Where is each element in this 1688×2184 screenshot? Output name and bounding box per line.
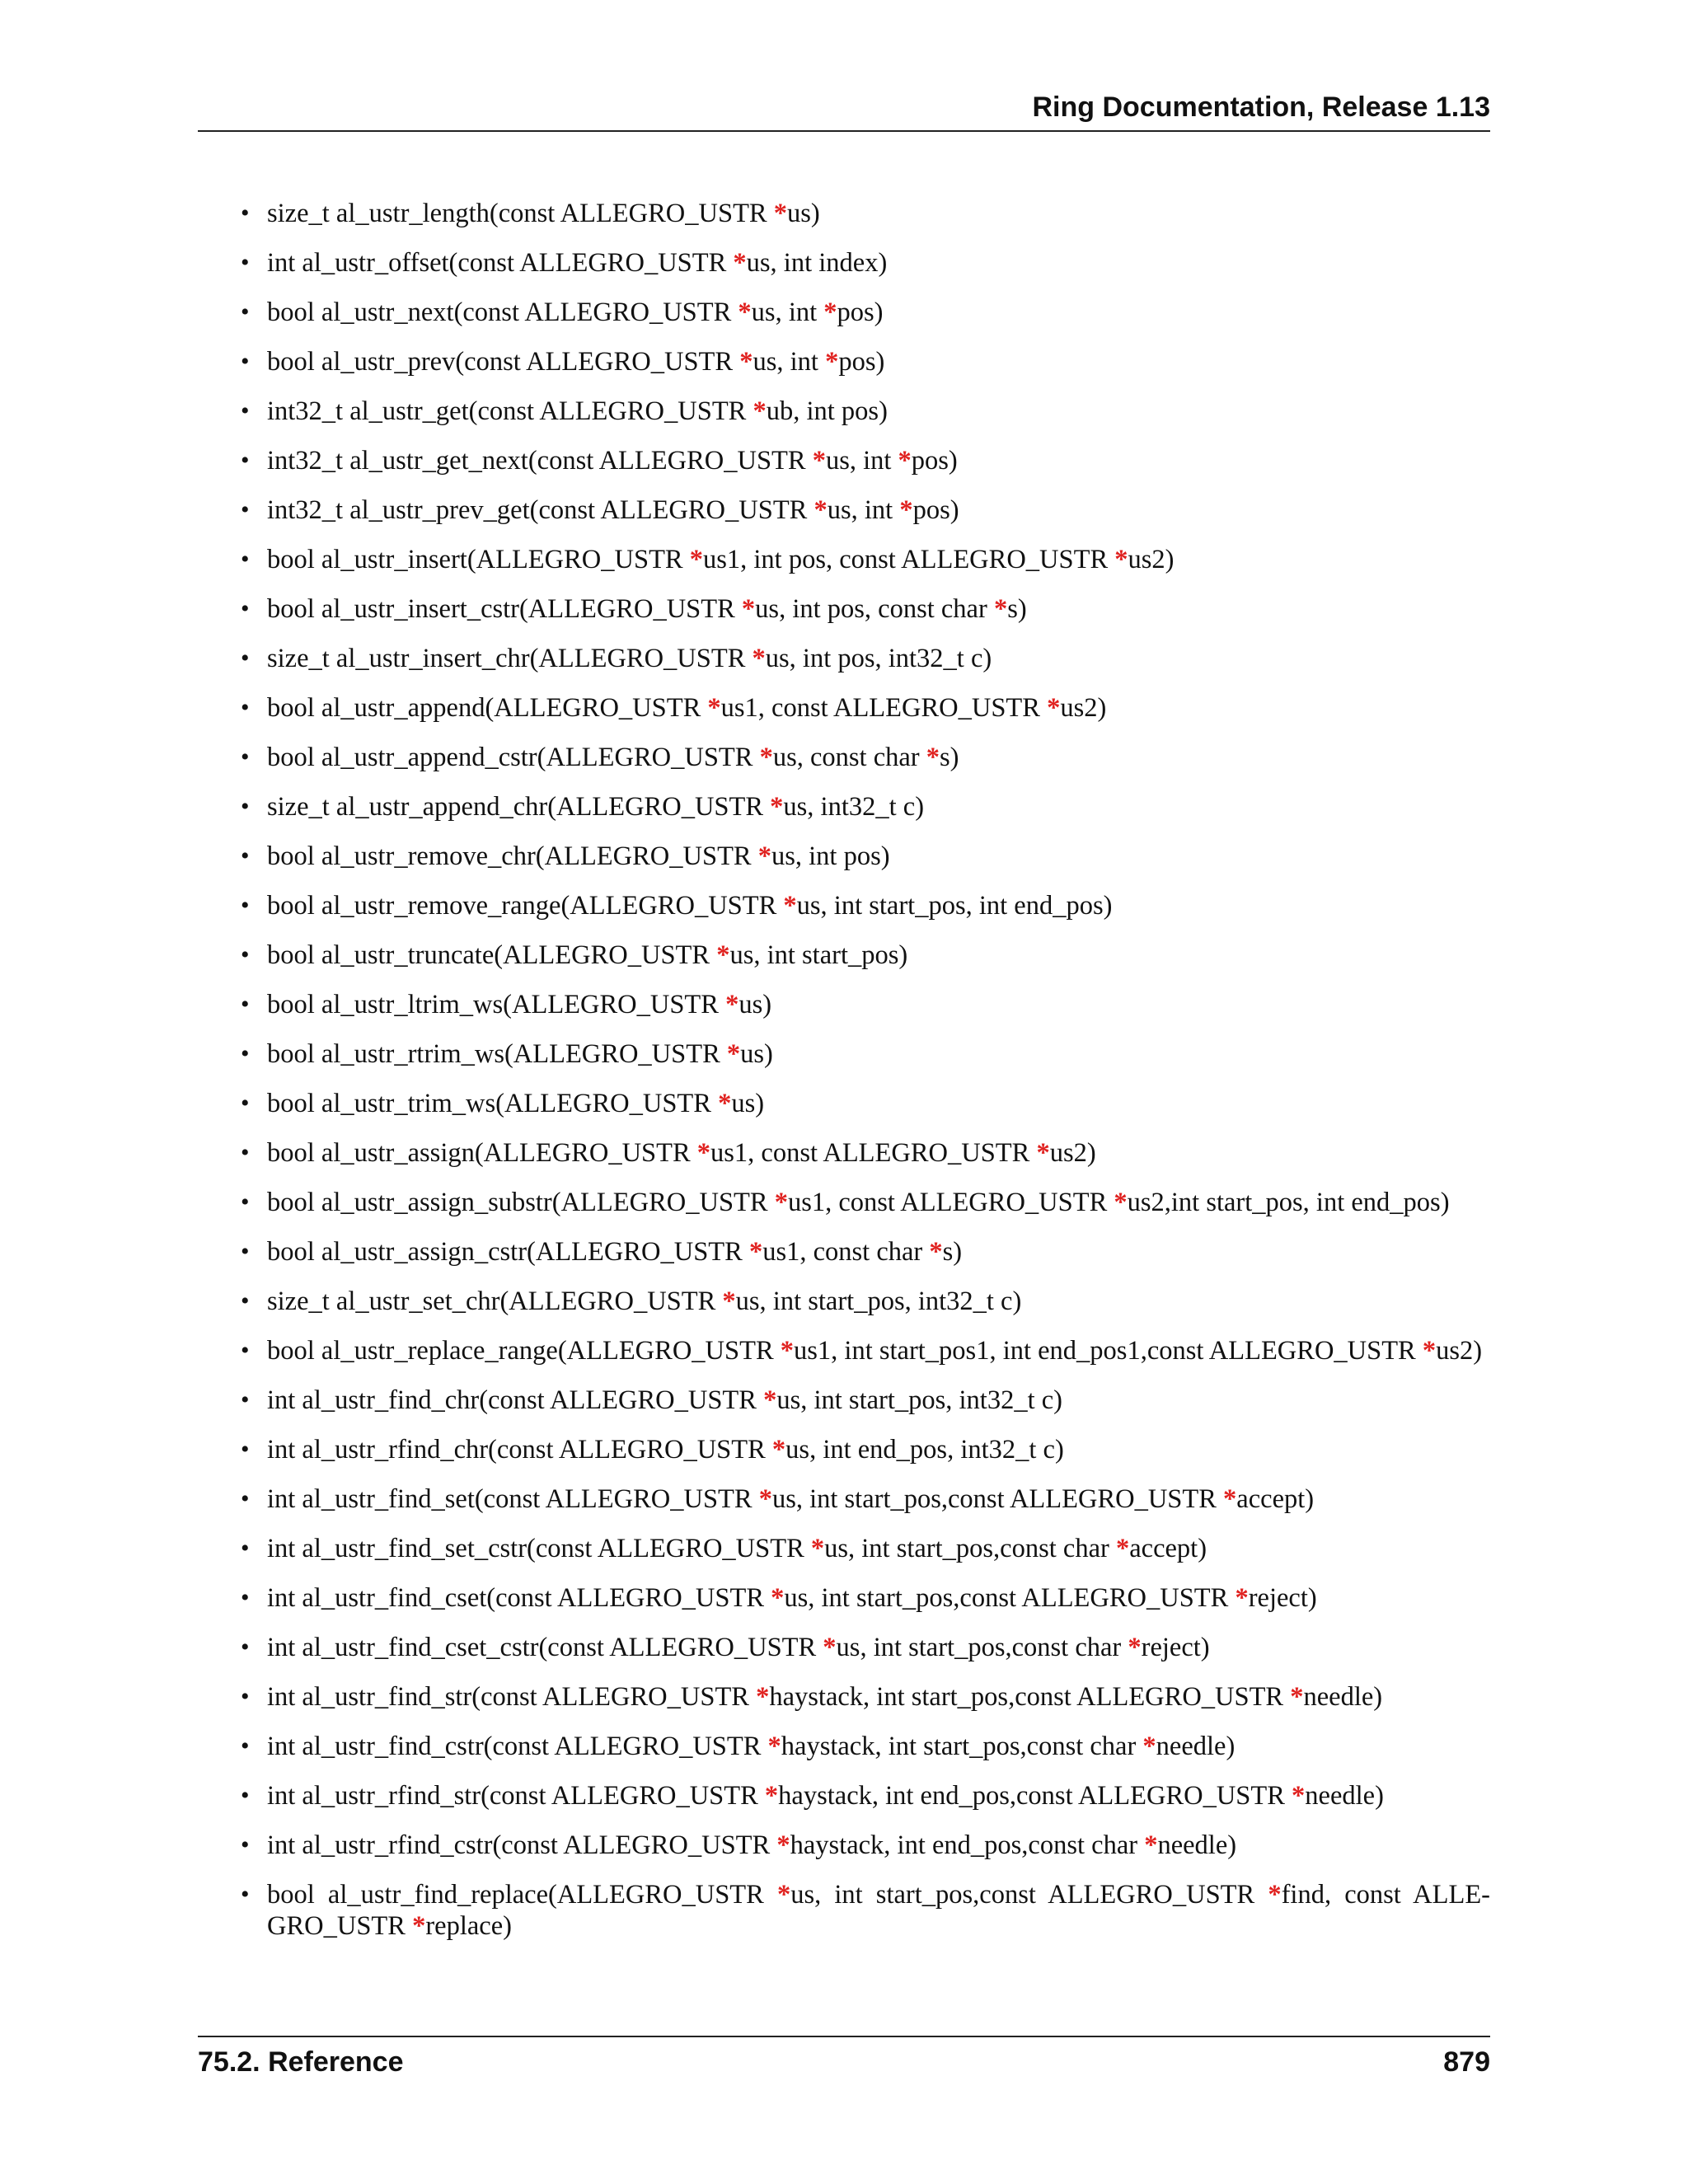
list-item [237,1780,1490,1811]
function-signature: int al_ustr_find_cstr(const ALLEGRO_USTR *haystack, int start_pos,const char *needle) [267,1732,1236,1761]
function-signature: bool al_ustr_next(const ALLEGRO_USTR *us, int *pos) [267,298,884,327]
list-item [237,742,1490,773]
list-item [237,1236,1490,1268]
list-item [237,1830,1490,1861]
bullet-icon: • [241,1139,250,1166]
function-signature: bool al_ustr_remove_range(ALLEGRO_USTR *us, int start_pos, int end_pos) [267,891,1113,921]
list-item [237,1632,1490,1663]
function-signature: int al_ustr_find_cset(const ALLEGRO_USTR *us, int start_pos,const ALLEGRO_USTR *reject) [267,1583,1317,1613]
function-signature: bool al_ustr_find_replace(ALLEGRO_USTR *us, int start_pos,const ALLEGRO_USTR *find, const ALLE- GRO_USTR *replace) [267,1880,1490,1941]
bullet-icon: • [241,1831,250,1858]
bullet-icon: • [241,1040,250,1067]
list-item [237,841,1490,872]
function-signature: bool al_ustr_insert(ALLEGRO_USTR *us1, int pos, const ALLEGRO_USTR *us2) [267,545,1175,574]
list-item [237,494,1490,526]
bullet-icon: • [241,743,250,771]
bullet-icon: • [241,1485,250,1512]
function-signature: size_t al_ustr_length(const ALLEGRO_USTR *us) [267,199,820,228]
bullet-icon: • [241,1337,250,1364]
list-item [237,643,1490,674]
function-signature: bool al_ustr_assign_cstr(ALLEGRO_USTR *us1, const char *s) [267,1237,963,1267]
bullet-icon: • [241,348,250,375]
function-signature: bool al_ustr_remove_chr(ALLEGRO_USTR *us, int pos) [267,841,890,871]
function-signature: int al_ustr_find_str(const ALLEGRO_USTR *haystack, int start_pos,const ALLEGRO_USTR *needle) [267,1682,1383,1712]
bullet-icon: • [241,793,250,820]
list-item [237,445,1490,476]
list-item [237,1385,1490,1416]
list-item [237,1286,1490,1317]
function-signature: int al_ustr_find_cset_cstr(const ALLEGRO_USTR *us, int start_pos,const char *reject) [267,1633,1210,1662]
function-signature: bool al_ustr_assign(ALLEGRO_USTR *us1, const ALLEGRO_USTR *us2) [267,1138,1096,1168]
page-number: 879 [1443,2046,1490,2078]
function-signature: int al_ustr_rfind_str(const ALLEGRO_USTR *haystack, int end_pos,const ALLEGRO_USTR *needle) [267,1781,1384,1811]
bullet-icon: • [241,546,250,573]
bullet-icon: • [241,496,250,523]
list-item [237,544,1490,575]
list-item [237,989,1490,1020]
function-signature: bool al_ustr_append(ALLEGRO_USTR *us1, const ALLEGRO_USTR *us2) [267,693,1107,723]
list-item [237,1879,1490,1942]
bullet-icon: • [241,644,250,672]
bullet-icon: • [241,892,250,919]
list-item [237,593,1490,625]
bullet-icon: • [241,1633,250,1661]
bullet-icon: • [241,1683,250,1710]
function-signature: int al_ustr_rfind_cstr(const ALLEGRO_USTR *haystack, int end_pos,const char *needle) [267,1830,1237,1860]
function-signature: int al_ustr_find_set_cstr(const ALLEGRO_USTR *us, int start_pos,const char *accept) [267,1534,1207,1563]
function-signature: bool al_ustr_insert_cstr(ALLEGRO_USTR *us, int pos, const char *s) [267,594,1027,624]
bullet-icon: • [241,694,250,721]
bullet-icon: • [241,941,250,968]
bullet-icon: • [241,1535,250,1562]
bullet-icon: • [241,397,250,424]
function-signature: size_t al_ustr_insert_chr(ALLEGRO_USTR *us, int pos, int32_t c) [267,644,992,673]
list-item [237,1137,1490,1169]
function-signature: int al_ustr_offset(const ALLEGRO_USTR *us, int index) [267,248,888,278]
function-signature: int al_ustr_find_set(const ALLEGRO_USTR *us, int start_pos,const ALLEGRO_USTR *accept) [267,1484,1315,1514]
function-signature: bool al_ustr_truncate(ALLEGRO_USTR *us, int start_pos) [267,940,908,970]
document-title: Ring Documentation, Release 1.13 [1032,91,1490,123]
list-item [237,1483,1490,1515]
function-signature: bool al_ustr_prev(const ALLEGRO_USTR *us, int *pos) [267,347,885,377]
function-list [237,198,1490,1960]
list-item [237,890,1490,921]
list-item [237,346,1490,377]
list-item [237,1681,1490,1713]
function-signature: int32_t al_ustr_get(const ALLEGRO_USTR *ub, int pos) [267,396,888,426]
list-item [237,1187,1490,1218]
bullet-icon: • [241,1287,250,1315]
page-header [198,91,1490,132]
function-signature: bool al_ustr_replace_range(ALLEGRO_USTR *us1, int start_pos1, int end_pos1,const ALLEGRO_USTR *us2) [267,1336,1483,1366]
bullet-icon: • [241,1584,250,1611]
bullet-icon: • [241,1732,250,1760]
list-item [237,1434,1490,1465]
function-signature: size_t al_ustr_append_chr(ALLEGRO_USTR *us, int32_t c) [267,792,925,822]
bullet-icon: • [241,1238,250,1265]
function-signature: size_t al_ustr_set_chr(ALLEGRO_USTR *us, int start_pos, int32_t c) [267,1286,1022,1316]
bullet-icon: • [241,991,250,1018]
function-signature: int32_t al_ustr_prev_get(const ALLEGRO_USTR *us, int *pos) [267,495,959,525]
function-signature: bool al_ustr_rtrim_ws(ALLEGRO_USTR *us) [267,1039,773,1069]
bullet-icon: • [241,1782,250,1809]
list-item [237,297,1490,328]
bullet-icon: • [241,1188,250,1216]
list-item [237,247,1490,279]
bullet-icon: • [241,1090,250,1117]
list-item [237,1335,1490,1366]
list-item [237,396,1490,427]
list-item [237,1088,1490,1119]
bullet-icon: • [241,249,250,276]
bullet-icon: • [241,595,250,622]
function-signature: bool al_ustr_trim_ws(ALLEGRO_USTR *us) [267,1089,765,1118]
list-item [237,940,1490,971]
list-item [237,791,1490,823]
page-footer [198,2036,1490,2079]
bullet-icon: • [241,1436,250,1463]
function-signature: int al_ustr_find_chr(const ALLEGRO_USTR *us, int start_pos, int32_t c) [267,1385,1062,1415]
list-item [237,198,1490,229]
list-item [237,1731,1490,1762]
bullet-icon: • [241,1386,250,1413]
section-title: 75.2. Reference [198,2046,404,2078]
function-signature: int32_t al_ustr_get_next(const ALLEGRO_USTR *us, int *pos) [267,446,958,476]
function-signature: bool al_ustr_ltrim_ws(ALLEGRO_USTR *us) [267,990,772,1019]
function-signature: int al_ustr_rfind_chr(const ALLEGRO_USTR *us, int end_pos, int32_t c) [267,1435,1064,1465]
bullet-icon: • [241,1881,250,1908]
function-signature: bool al_ustr_assign_substr(ALLEGRO_USTR *us1, const ALLEGRO_USTR *us2,int start_pos, int end_pos) [267,1188,1450,1217]
list-item [237,1582,1490,1614]
bullet-icon: • [241,842,250,869]
list-item [237,1038,1490,1070]
function-signature: bool al_ustr_append_cstr(ALLEGRO_USTR *us, const char *s) [267,743,959,772]
bullet-icon: • [241,199,250,227]
list-item [237,1533,1490,1564]
bullet-icon: • [241,298,250,326]
list-item [237,692,1490,724]
bullet-icon: • [241,447,250,474]
